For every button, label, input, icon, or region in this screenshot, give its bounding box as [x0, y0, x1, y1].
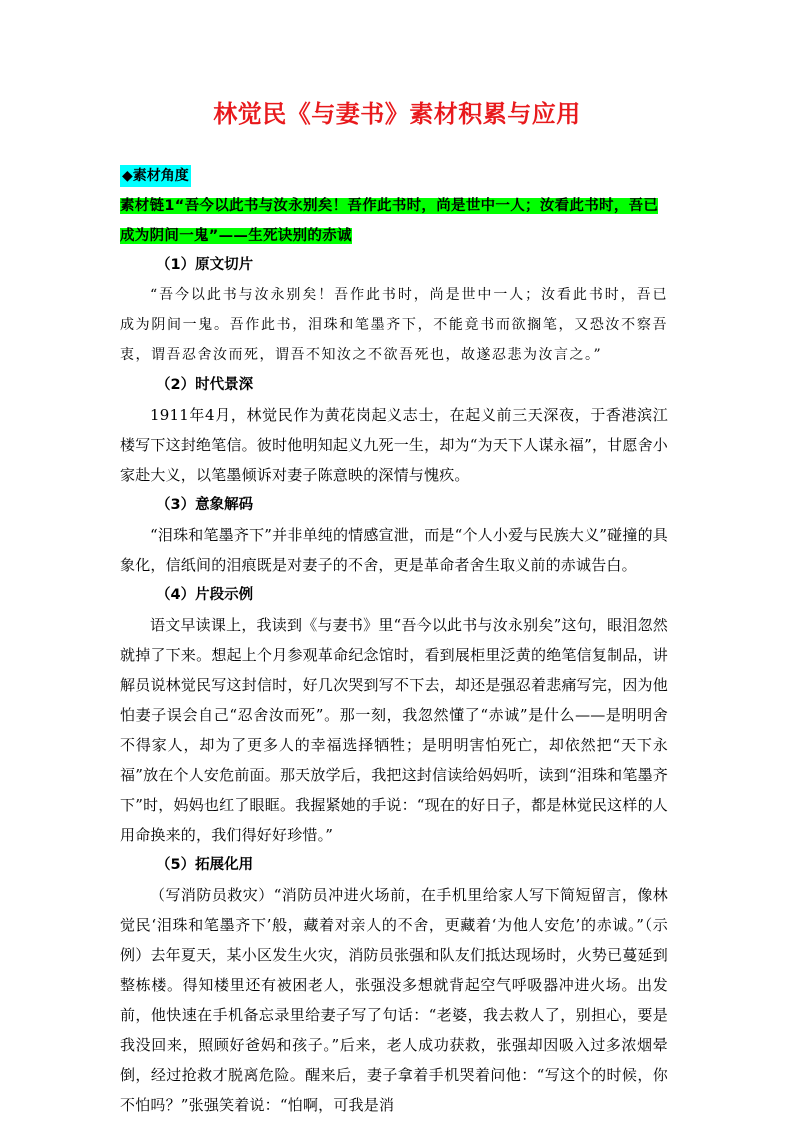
material-chain-highlight: 素材链1“吾今以此书与汝永别矣！吾作此书时，尚是世中一人；汝看此书时，吾已成为阴间一鬼”——生死诀别的赤诚	[120, 198, 659, 244]
part-text-imagery: “泪珠和笔墨齐下”并非单纯的情感宣泄，而是“个人小爱与民族大义”碰撞的具象化，信纸间的泪痕既是对妻子的不舍，更是革命者舍生取义前的赤诚告白。	[120, 526, 668, 574]
section-label: ◆素材角度	[120, 165, 191, 187]
part-heading: （5）拓展化用	[156, 857, 254, 873]
document-body	[120, 160, 668, 1120]
page-title: 林觉民《与妻书》素材积累与应用	[213, 100, 581, 128]
part-heading: （1）原文切片	[156, 257, 254, 273]
part-text-example: 语文早读课上，我读到《与妻书》里“吾今以此书与汝永别矣”这句，眼泪忽然就掉了下来。想起上个月参观革命纪念馆时，看到展柜里泛黄的绝笔信复制品，讲解员说林觉民写这封信时，好几次哭到写不下去，却还是强忍着悲痛写完，因为他怕妻子误会自己“忍舍汝而死”。那一刻，我忽然懂了“赤诚”是什么——是明明舍不得家人，却为了更多人的幸福选择牺牲；是明明害怕死亡，却依然把“天下永福”放在个人安危前面。那天放学后，我把这封信读给妈妈听，读到“泪珠和笔墨齐下”时，妈妈也红了眼眶。我握紧她的手说：“现在的好日子，都是林觉民这样的人用命换来的，我们得好好珍惜。”	[120, 616, 668, 844]
material-chain-title	[120, 190, 668, 250]
part-heading: （4）片段示例	[156, 587, 254, 603]
part-heading: （3）意象解码	[156, 497, 254, 513]
part-heading: （2）时代景深	[156, 377, 254, 393]
part-text-background: 1911年4月，林觉民作为黄花岗起义志士，在起义前三天深夜，于香港滨江楼写下这封绝笔信。彼时他明知起义九死一生，却为“为天下人谋永福”，甘愿舍小家赴大义，以笔墨倾诉对妻子陈意映的深情与愧疚。	[120, 406, 668, 484]
part-text-extension: （写消防员救灾）“消防员冲进火场前，在手机里给家人写下简短留言，像林觉民‘泪珠和笔墨齐下’般，藏着对亲人的不舍，更藏着‘为他人安危’的赤诚。”（示例）去年夏天，某小区发生火灾，消防员张强和队友们抵达现场时，火势已蔓延到整栋楼。得知楼里还有被困老人，张强没多想就背起空气呼吸器冲进火场。出发前，他快速在手机备忘录里给妻子写了句话：“老婆，我去救人了，别担心，要是我没回来，照顾好爸妈和孩子。”后来，老人成功获救，张强却因吸入过多浓烟晕倒，经过抢救才脱离危险。醒来后，妻子拿着手机哭着问他：“写这个的时候，你不怕吗？”张强笑着说：“怕啊，可我是消	[120, 886, 668, 1114]
part-text-original: “吾今以此书与汝永别矣！吾作此书时，尚是世中一人；汝看此书时，吾已成为阴间一鬼。吾作此书，泪珠和笔墨齐下，不能竟书而欲搁笔，又恐汝不察吾衷，谓吾忍舍汝而死，谓吾不知汝之不欲吾死也，故遂忍悲为汝言之。”	[120, 287, 668, 363]
